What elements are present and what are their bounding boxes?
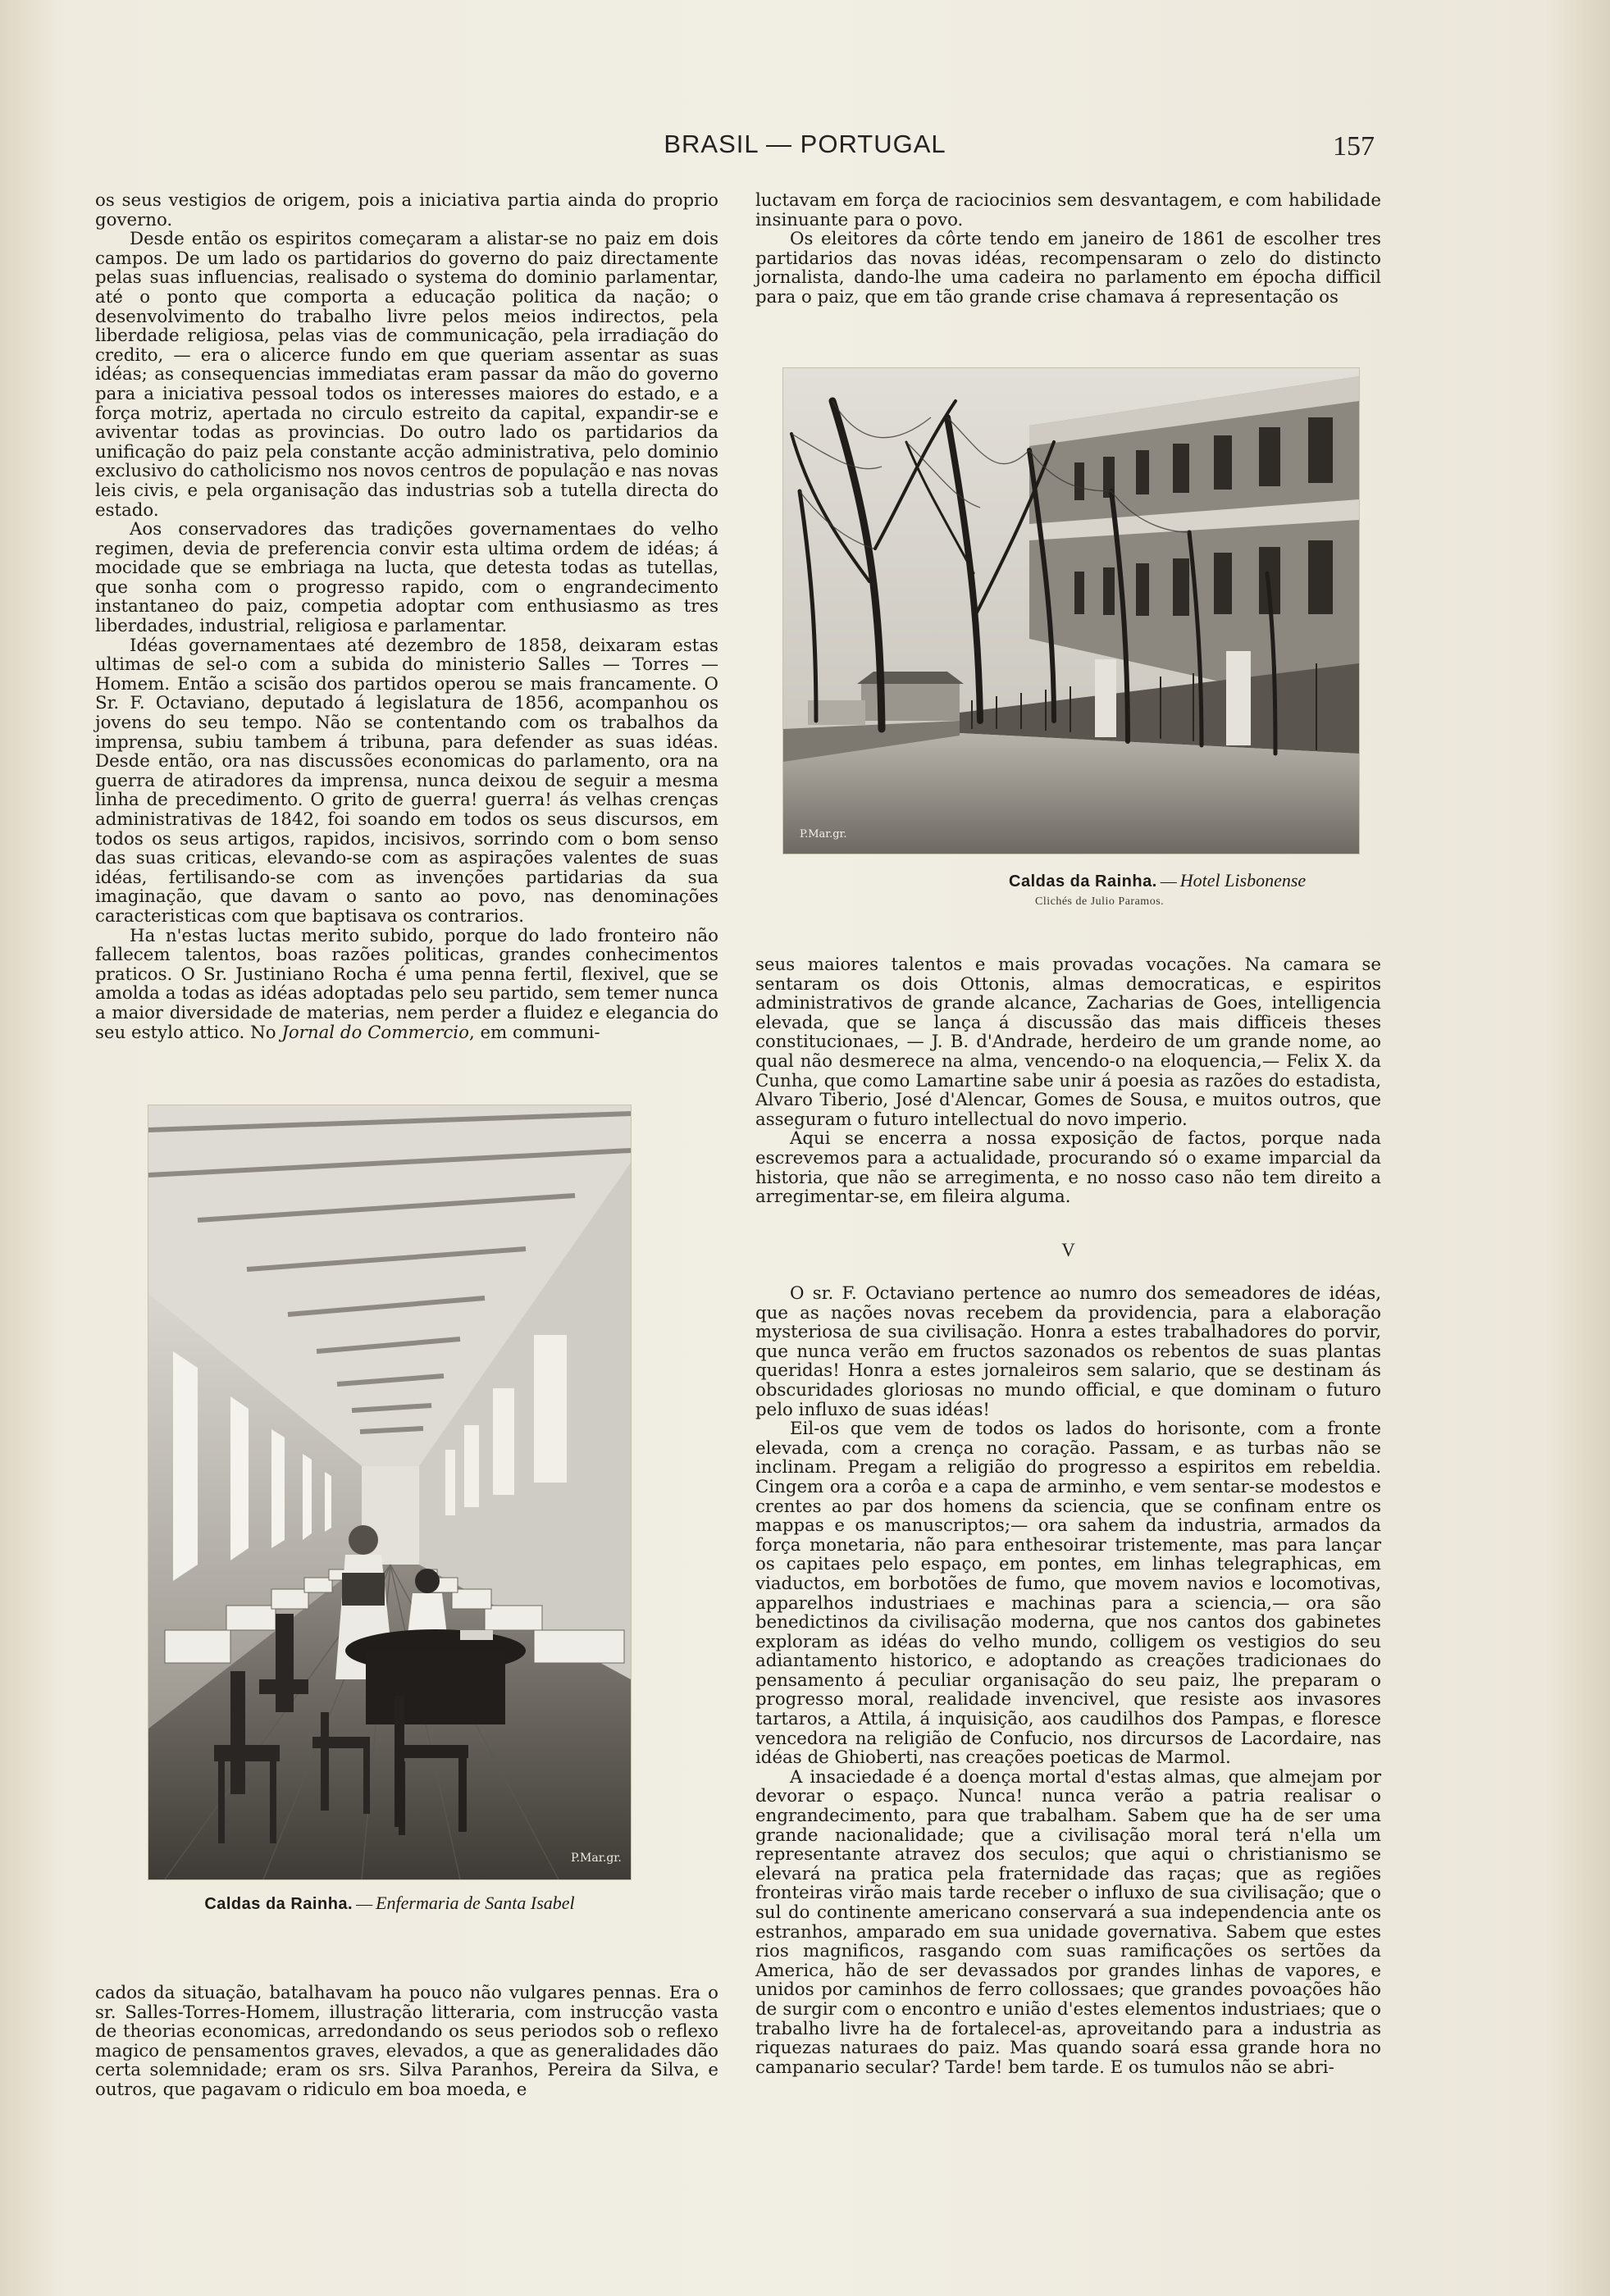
paragraph xyxy=(755,230,1381,307)
paragraph xyxy=(95,927,718,1043)
right-column-top xyxy=(755,191,1381,308)
left-column-bottom xyxy=(95,1984,718,2100)
paragraph xyxy=(95,1984,718,2100)
paragraph-text: luctavam em força de raciocinios sem desvantagem, e com habilidade insinuante para o povo. xyxy=(755,190,1381,230)
infirmary-caption-place: Caldas da Rainha. xyxy=(204,1895,353,1913)
paragraph-text: O sr. F. Octaviano pertence ao numro dos semeadores de idéas, que as nações novas recebem da providencia, para a elaboração mysteriosa de sua civilisação. Honra a estes trabalhadores do porvir, que nunca verão em fructos sazonados os rebentos de suas plantas queridas! Honra a estes jornaleiros sem salario, que se destinam ás obscuridades gloriosas no mundo official, e que dominam o futuro pelo influxo de suas idéas! xyxy=(755,1283,1381,1420)
paragraph-text: Desde então os espiritos começaram a alistar-se no paiz em dois campos. De um lado os partidarios do governo do paiz directamente pelas suas influencias, realisado o systema do dominio parlamentar, até o ponto que comporta a educação politica da nação; o desenvolvimento do trabalho livre pelos meios indirectos, pela liberdade religiosa, pelas vias de communicação, pela irradiação do credito, — era o alicerce fundo em que queriam assentar as suas idéas; as consequencias immediatas eram passar da mão do governo para a iniciativa pessoal todos os interesses maiores do estado, e a força motriz, apertada no circulo estreito da capital, expandir-se e aviventar todas as provincias. Do outro lado os partidarios da unificação do paiz pela constante acção administrativa, pelo dominio exclusivo do catholicismo nos novos centros de população e nas novas leis civis, e pela organisação das industrias sob a tutella directa do estado. xyxy=(95,229,718,521)
paragraph-text: Os eleitores da côrte tendo em janeiro de 1861 de escolher tres partidarios das novas idéas, recompensaram o zelo do distincto jornalista, dando-lhe uma cadeira no parlamento em épocha difficil para o paiz, que em tão grande crise chamava á representação os xyxy=(755,229,1381,308)
paragraph xyxy=(95,230,718,520)
paragraph-text: cados da situação, batalhavam ha pouco não vulgares pennas. Era o sr. Salles-Torres-Homem, illustração litteraria, com instrucção vasta de theorias economicas, arredondando os seus periodos sob o reflexo magico de pensamentos graves, elevados, a que as generalidades dão certa solemnidade; eram os srs. Silva Paranhos, Pereira da Silva, e outros, que pagavam o ridiculo em boa moeda, e xyxy=(95,1983,718,2100)
page-number: 157 xyxy=(1333,131,1375,162)
left-column-top xyxy=(95,191,718,1042)
infirmary-photo-illustration xyxy=(148,1105,631,1879)
infirmary-caption-dash: — xyxy=(356,1895,373,1913)
paragraph-text: Idéas governamentaes até dezembro de 1858, deixaram estas ultimas de sel-o com a subida do ministerio Salles — Torres — Homem. Então a scisão dos partidos operou se mais francamente. O Sr. F. Octaviano, deputado á legislatura de 1856, acompanhou os jovens do seu tempo. Não se contentando com os trabalhos da imprensa, subiu tambem á tribuna, para defender as suas idéas. Desde então, ora nas discussões economicas do parlamento, ora na guerra de atiradores da imprensa, nunca deixou de seguir a mesma linha de precedimento. O grito de guerra! guerra! ás velhas crenças administrativas de 1842, foi soando em todos os seus discursos, em todos os seus artigos, rapidos, incisivos, sorrindo com o bom senso das suas criticas, elevando-se com as aspirações valentes de suas idéas, fertilisando-se com as invenções partidarias da sua imaginação, que davam o santo ao povo, nas denominações caracteristicas com que baptisava os contrarios. xyxy=(95,635,718,927)
paragraph-text: Eil-os que vem de todos os lados do horisonte, com a fronte elevada, com a crença no coração. Passam, e as turbas não se inclinam. Pregam a religião do progresso a espiritos em rebeldia. Cingem ora a corôa e a capa de arminho, e vem sentar-se modestos e crentes ao par dos homens da sciencia, que se confinam entre os mappas e os manuscriptos;— ora sahem da industria, armados da força monetaria, não para enthesoirar tristemente, mas para lançar os capitaes pelo espaço, em pontes, em linhas telegraphicas, em viaductos, em borbotões de fumo, que movem navios e locomotivas, apparelhos industriaes e machinas para a sciencia,— ora são benedictinos da civilisação moderna, que nos cantos dos gabinetes exploram as idéas do velho mundo, colligem os vestigios do seu adiantamento historico, e adoptando as creações tradicionaes do pensamento á peculiar organisação do seu paiz, lhe preparam o progresso moral, realidade invencivel, que resiste aos invasores tartaros, a Attila, á inquisição, aos caudilhos dos Pampas, e floresce vencedora na religião de Confucio, nos dircursos de Lacordaire, nas idéas de Ghioberti, nas creações poeticas de Marmol. xyxy=(755,1419,1381,1769)
paragraph-text: A insaciedade é a doença mortal d'estas almas, que almejam por devorar o espaço. Nunca! nunca verão a patria realisar o engrandecimento, para que trabalham. Sabem que ha de ser uma grande nacionalidade; que a civilisação moral terá n'ella um representante atravez dos seculos; que aqui o christianismo se elevará na pratica pela fraternidade das raças; que as regiões fronteiras virão mais tarde receber o influxo de sua civilisação; que o sul do continente americano conservará a sua independencia ante os estranhos, amparado em sua unidade governativa. Sabem que estes rios magnificos, rasgando com suas ramificações os sertões da America, hão de ser devassados por grandes linhas de vapores, e unidos por caminhos de ferro collossaes; que grandes povoações hão de surgir com o encontro e união d'estes elementos industriaes; que o trabalho livre ha de fortalecel-as, aproveitando para a industria as riquezas naturaes do paiz. Mas quando soará essa grande hora no campanario secular? Tarde! bem tarde. E os tumulos não se abri- xyxy=(755,1766,1381,2078)
paragraph-text: os seus vestigios de origem, pois a iniciativa partia ainda do proprio governo. xyxy=(95,190,718,230)
hotel-caption-place: Caldas da Rainha. xyxy=(1009,872,1157,891)
infirmary-caption-title: Enfermaria de Santa Isabel xyxy=(376,1893,575,1913)
hotel-photo-credit: Clichés de Julio Paramos. xyxy=(1035,895,1165,908)
paragraph xyxy=(755,1129,1381,1206)
hotel-photo-illustration xyxy=(783,368,1359,854)
paragraph xyxy=(755,1419,1381,1768)
hotel-signature: P.Mar.gr. xyxy=(800,828,847,840)
hotel-caption xyxy=(1009,870,1419,891)
paragraph-text: Aos conservadores das tradições governamentaes do velho regimen, devia de preferencia convir esta ultima ordem de idéas; á mocidade que se embriaga na lucta, que detesta todas as tutellas, que sonha com o progresso rapido, com o engrandecimento instantaneo do paiz, competia adoptar com enthusiasmo as tres liberdades, industrial, religiosa e parlamentar. xyxy=(95,519,718,637)
hotel-caption-dash: — xyxy=(1160,872,1177,891)
paragraph xyxy=(95,636,718,927)
infirmary-photo xyxy=(148,1105,631,1879)
infirmary-signature: P.Mar.gr. xyxy=(571,1852,622,1865)
right-column-section-v xyxy=(755,1284,1381,2077)
paragraph xyxy=(755,1284,1381,1419)
section-numeral: V xyxy=(1061,1240,1075,1260)
paragraph xyxy=(95,191,718,230)
paragraph xyxy=(95,520,718,636)
running-head: BRASIL — PORTUGAL xyxy=(664,130,946,158)
paragraph-text: Aqui se encerra a nossa exposição de factos, porque nada escrevemos para a actualidade, procurando só o exame imparcial da historia, que não se arregimenta, e no nosso caso não tem direito a arregimentar-se, em fileira alguma. xyxy=(755,1128,1381,1208)
infirmary-caption xyxy=(148,1893,631,1914)
paragraph-text: Ha n'estas luctas merito subido, porque do lado fronteiro não fallecem talentos, boas razões politicas, grandes conhecimentos praticos. O Sr. Justiniano Rocha é uma penna fertil, flexivel, que se amolda a todas as idéas adoptadas pelo seu partido, sem temer nunca a maior diversidade de materias, nem perder a fluidez e elegancia do seu estylo attico. No xyxy=(95,925,718,1043)
publication-title: Jornal do Commercio xyxy=(281,1022,469,1043)
paragraph xyxy=(755,1768,1381,2078)
paragraph-tail: , em communi- xyxy=(468,1022,600,1043)
hotel-caption-title: Hotel Lisbonense xyxy=(1179,870,1307,891)
paragraph xyxy=(755,191,1381,230)
right-column-mid xyxy=(755,955,1381,1207)
paragraph-text: seus maiores talentos e mais provadas vocações. Na camara se sentaram os dois Ottonis, almas democraticas, e espiritos administrativos de grande alcance, Zacharias de Goes, intelligencia elevada, que se lança á discussão das mais difficeis theses constitucionaes, — J. B. d'Andrade, herdeiro de um grande nome, ao qual não desmerece na alma, vencendo-o na eloquencia,— Felix X. da Cunha, que como Lamartine sabe unir á poesia as razões do estadista, Alvaro Tiberio, José d'Alencar, Gomes de Sousa, e muitos outros, que asseguram o futuro intellectual do novo imperio. xyxy=(755,954,1381,1130)
hotel-photo xyxy=(783,368,1359,854)
paragraph xyxy=(755,955,1381,1129)
